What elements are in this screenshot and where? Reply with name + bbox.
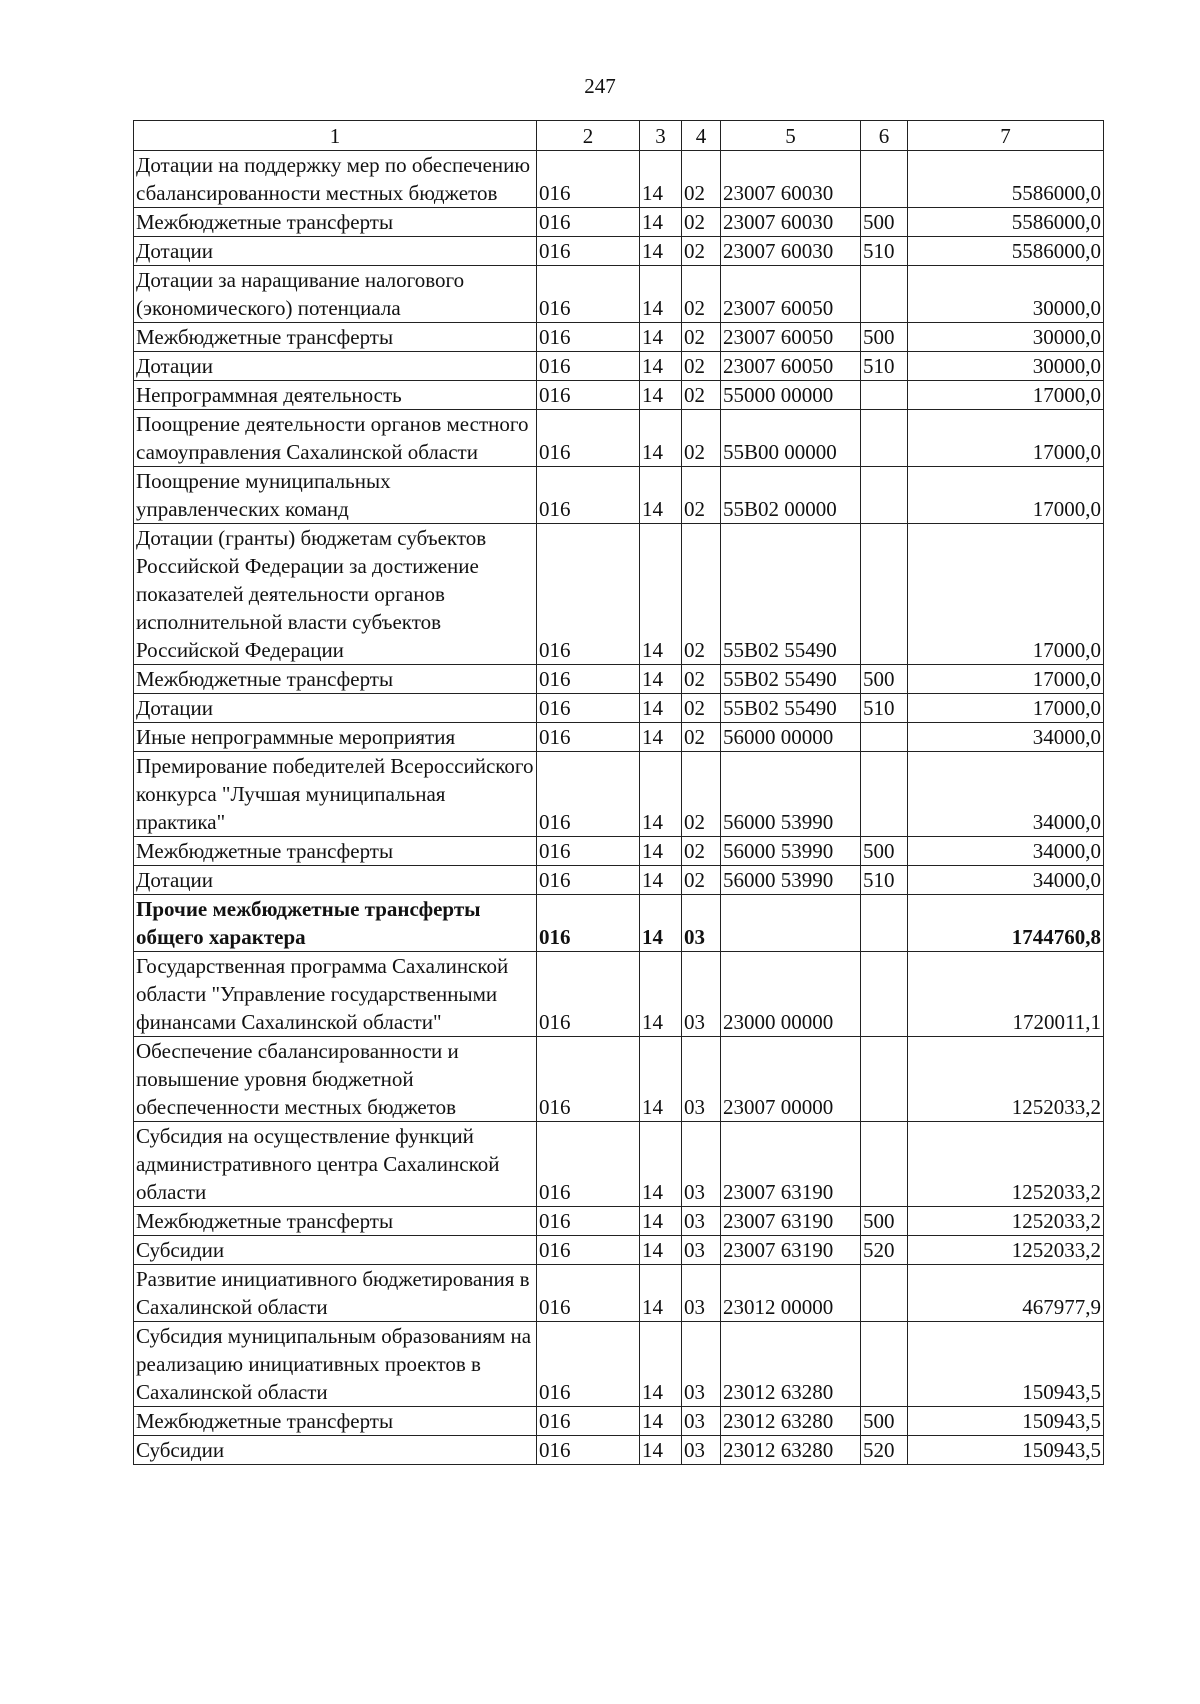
section-cell: 14	[640, 208, 682, 237]
row-name-cell: Межбюджетные трансферты	[134, 208, 537, 237]
section-cell: 14	[640, 1037, 682, 1122]
row-name-cell: Иные непрограммные мероприятия	[134, 723, 537, 752]
expense-type-cell: 510	[861, 866, 908, 895]
table-row	[134, 266, 1104, 323]
amount-cell: 30000,0	[908, 266, 1104, 323]
subsection-cell: 02	[682, 524, 721, 665]
expense-type-cell	[861, 381, 908, 410]
subsection-cell: 02	[682, 866, 721, 895]
amount-cell: 150943,5	[908, 1407, 1104, 1436]
section-cell: 14	[640, 1207, 682, 1236]
table-row	[134, 524, 1104, 665]
amount-cell: 1252033,2	[908, 1037, 1104, 1122]
row-name-cell: Субсидия на осуществление функций административного центра Сахалинской области	[134, 1122, 537, 1207]
target-article-cell: 55В02 55490	[721, 694, 861, 723]
target-article-cell: 23007 60050	[721, 266, 861, 323]
subsection-cell: 02	[682, 237, 721, 266]
section-cell: 14	[640, 665, 682, 694]
ministry-code-cell: 016	[537, 381, 640, 410]
target-article-cell: 55000 00000	[721, 381, 861, 410]
section-cell: 14	[640, 151, 682, 208]
column-header-3: 3	[640, 121, 682, 151]
section-cell: 14	[640, 237, 682, 266]
ministry-code-cell: 016	[537, 237, 640, 266]
ministry-code-cell: 016	[537, 837, 640, 866]
ministry-code-cell: 016	[537, 1207, 640, 1236]
expense-type-cell	[861, 1265, 908, 1322]
expense-type-cell	[861, 1322, 908, 1407]
row-name-cell: Межбюджетные трансферты	[134, 665, 537, 694]
column-header-2: 2	[537, 121, 640, 151]
expense-type-cell: 500	[861, 323, 908, 352]
target-article-cell: 23012 63280	[721, 1322, 861, 1407]
target-article-cell: 56000 53990	[721, 866, 861, 895]
row-name-cell: Межбюджетные трансферты	[134, 323, 537, 352]
ministry-code-cell: 016	[537, 1236, 640, 1265]
page-number: 247	[584, 74, 616, 98]
row-name-cell: Дотации за наращивание налогового (экономического) потенциала	[134, 266, 537, 323]
amount-cell: 17000,0	[908, 467, 1104, 524]
table-row	[134, 323, 1104, 352]
row-name-cell: Дотации на поддержку мер по обеспечению сбалансированности местных бюджетов	[134, 151, 537, 208]
ministry-code-cell: 016	[537, 1322, 640, 1407]
expense-type-cell: 510	[861, 352, 908, 381]
expense-type-cell: 500	[861, 665, 908, 694]
expense-type-cell	[861, 752, 908, 837]
row-name-cell: Субсидия муниципальным образованиям на реализацию инициативных проектов в Сахалинской области	[134, 1322, 537, 1407]
amount-cell: 1744760,8	[908, 895, 1104, 952]
ministry-code-cell: 016	[537, 410, 640, 467]
amount-cell: 34000,0	[908, 866, 1104, 895]
section-cell: 14	[640, 524, 682, 665]
subsection-cell: 03	[682, 952, 721, 1037]
subsection-cell: 02	[682, 665, 721, 694]
table-row	[134, 723, 1104, 752]
subsection-cell: 02	[682, 266, 721, 323]
subsection-cell: 03	[682, 1265, 721, 1322]
expense-type-cell: 500	[861, 1207, 908, 1236]
target-article-cell: 23007 60030	[721, 237, 861, 266]
ministry-code-cell: 016	[537, 866, 640, 895]
subsection-cell: 02	[682, 467, 721, 524]
table-row	[134, 381, 1104, 410]
subsection-cell: 03	[682, 1436, 721, 1465]
section-cell: 14	[640, 1265, 682, 1322]
section-cell: 14	[640, 866, 682, 895]
table-row	[134, 1407, 1104, 1436]
table-row	[134, 1037, 1104, 1122]
target-article-cell: 23007 60030	[721, 151, 861, 208]
target-article-cell: 56000 00000	[721, 723, 861, 752]
subsection-cell: 02	[682, 352, 721, 381]
ministry-code-cell: 016	[537, 352, 640, 381]
ministry-code-cell: 016	[537, 723, 640, 752]
target-article-cell: 23007 63190	[721, 1207, 861, 1236]
table-row	[134, 837, 1104, 866]
section-cell: 14	[640, 952, 682, 1037]
ministry-code-cell: 016	[537, 151, 640, 208]
ministry-code-cell: 016	[537, 1265, 640, 1322]
row-name-cell: Дотации	[134, 352, 537, 381]
budget-table	[133, 120, 1104, 1465]
section-cell: 14	[640, 694, 682, 723]
expense-type-cell: 510	[861, 237, 908, 266]
table-row	[134, 665, 1104, 694]
amount-cell: 5586000,0	[908, 208, 1104, 237]
amount-cell: 1252033,2	[908, 1207, 1104, 1236]
section-cell: 14	[640, 837, 682, 866]
ministry-code-cell: 016	[537, 208, 640, 237]
expense-type-cell: 520	[861, 1236, 908, 1265]
table-row	[134, 467, 1104, 524]
table-row	[134, 1322, 1104, 1407]
ministry-code-cell: 016	[537, 1436, 640, 1465]
ministry-code-cell: 016	[537, 1407, 640, 1436]
subsection-cell: 02	[682, 208, 721, 237]
amount-cell: 34000,0	[908, 752, 1104, 837]
target-article-cell: 23000 00000	[721, 952, 861, 1037]
section-cell: 14	[640, 723, 682, 752]
expense-type-cell	[861, 723, 908, 752]
ministry-code-cell: 016	[537, 1037, 640, 1122]
section-cell: 14	[640, 1322, 682, 1407]
expense-type-cell	[861, 151, 908, 208]
row-name-cell: Межбюджетные трансферты	[134, 837, 537, 866]
ministry-code-cell: 016	[537, 467, 640, 524]
target-article-cell: 56000 53990	[721, 752, 861, 837]
amount-cell: 5586000,0	[908, 237, 1104, 266]
row-name-cell: Межбюджетные трансферты	[134, 1207, 537, 1236]
subsection-cell: 02	[682, 723, 721, 752]
amount-cell: 150943,5	[908, 1322, 1104, 1407]
ministry-code-cell: 016	[537, 665, 640, 694]
section-cell: 14	[640, 895, 682, 952]
subsection-cell: 02	[682, 694, 721, 723]
expense-type-cell	[861, 266, 908, 323]
subsection-cell: 03	[682, 1322, 721, 1407]
row-name-cell: Поощрение муниципальных управленческих команд	[134, 467, 537, 524]
amount-cell: 1252033,2	[908, 1122, 1104, 1207]
section-cell: 14	[640, 1407, 682, 1436]
subsection-cell: 03	[682, 1037, 721, 1122]
subsection-cell: 03	[682, 1407, 721, 1436]
amount-cell: 30000,0	[908, 323, 1104, 352]
table-row	[134, 952, 1104, 1037]
section-cell: 14	[640, 266, 682, 323]
table-row	[134, 1236, 1104, 1265]
row-name-cell: Межбюджетные трансферты	[134, 1407, 537, 1436]
table-row	[134, 1436, 1104, 1465]
expense-type-cell: 510	[861, 694, 908, 723]
expense-type-cell	[861, 1037, 908, 1122]
amount-cell: 34000,0	[908, 723, 1104, 752]
ministry-code-cell: 016	[537, 266, 640, 323]
subsection-cell: 03	[682, 1207, 721, 1236]
table-row	[134, 1122, 1104, 1207]
table-row	[134, 752, 1104, 837]
column-header-7: 7	[908, 121, 1104, 151]
row-name-cell: Дотации	[134, 694, 537, 723]
row-name-cell: Дотации	[134, 237, 537, 266]
target-article-cell: 23007 63190	[721, 1236, 861, 1265]
expense-type-cell: 500	[861, 837, 908, 866]
target-article-cell: 23007 63190	[721, 1122, 861, 1207]
target-article-cell	[721, 895, 861, 952]
table-row	[134, 1265, 1104, 1322]
target-article-cell: 55В02 55490	[721, 665, 861, 694]
target-article-cell: 55В02 55490	[721, 524, 861, 665]
ministry-code-cell: 016	[537, 524, 640, 665]
row-name-cell: Субсидии	[134, 1236, 537, 1265]
ministry-code-cell: 016	[537, 895, 640, 952]
target-article-cell: 23012 63280	[721, 1407, 861, 1436]
expense-type-cell	[861, 895, 908, 952]
expense-type-cell	[861, 524, 908, 665]
section-cell: 14	[640, 752, 682, 837]
expense-type-cell: 520	[861, 1436, 908, 1465]
target-article-cell: 23007 60030	[721, 208, 861, 237]
amount-cell: 1720011,1	[908, 952, 1104, 1037]
amount-cell: 17000,0	[908, 694, 1104, 723]
target-article-cell: 23007 60050	[721, 352, 861, 381]
table-row	[134, 352, 1104, 381]
amount-cell: 5586000,0	[908, 151, 1104, 208]
row-name-cell: Обеспечение сбалансированности и повышение уровня бюджетной обеспеченности местных бюджетов	[134, 1037, 537, 1122]
ministry-code-cell: 016	[537, 1122, 640, 1207]
subsection-cell: 02	[682, 381, 721, 410]
header-row	[134, 121, 1104, 151]
target-article-cell: 56000 53990	[721, 837, 861, 866]
column-header-4: 4	[682, 121, 721, 151]
subsection-cell: 02	[682, 837, 721, 866]
amount-cell: 150943,5	[908, 1436, 1104, 1465]
column-header-6: 6	[861, 121, 908, 151]
column-header-1: 1	[134, 121, 537, 151]
expense-type-cell	[861, 1122, 908, 1207]
row-name-cell: Дотации (гранты) бюджетам субъектов Российской Федерации за достижение показателей деятельности органов исполнительной власти субъектов Российской Федерации	[134, 524, 537, 665]
table-row	[134, 1207, 1104, 1236]
amount-cell: 30000,0	[908, 352, 1104, 381]
row-name-cell: Государственная программа Сахалинской области "Управление государственными финансами Сахалинской области"	[134, 952, 537, 1037]
table-row	[134, 208, 1104, 237]
target-article-cell: 23012 00000	[721, 1265, 861, 1322]
target-article-cell: 23007 60050	[721, 323, 861, 352]
amount-cell: 17000,0	[908, 410, 1104, 467]
row-name-cell: Непрограммная деятельность	[134, 381, 537, 410]
table-row	[134, 410, 1104, 467]
column-header-5: 5	[721, 121, 861, 151]
row-name-cell: Поощрение деятельности органов местного самоуправления Сахалинской области	[134, 410, 537, 467]
section-cell: 14	[640, 1236, 682, 1265]
ministry-code-cell: 016	[537, 323, 640, 352]
row-name-cell: Прочие межбюджетные трансферты общего характера	[134, 895, 537, 952]
amount-cell: 1252033,2	[908, 1236, 1104, 1265]
ministry-code-cell: 016	[537, 752, 640, 837]
ministry-code-cell: 016	[537, 952, 640, 1037]
subsection-cell: 03	[682, 1236, 721, 1265]
table-body	[134, 151, 1104, 1465]
row-name-cell: Премирование победителей Всероссийского конкурса "Лучшая муниципальная практика"	[134, 752, 537, 837]
row-name-cell: Дотации	[134, 866, 537, 895]
section-cell: 14	[640, 381, 682, 410]
row-name-cell: Развитие инициативного бюджетирования в Сахалинской области	[134, 1265, 537, 1322]
table-row	[134, 895, 1104, 952]
expense-type-cell: 500	[861, 208, 908, 237]
amount-cell: 467977,9	[908, 1265, 1104, 1322]
section-cell: 14	[640, 1122, 682, 1207]
table-row	[134, 694, 1104, 723]
target-article-cell: 55В02 00000	[721, 467, 861, 524]
subsection-cell: 02	[682, 323, 721, 352]
subsection-cell: 03	[682, 895, 721, 952]
subsection-cell: 03	[682, 1122, 721, 1207]
amount-cell: 34000,0	[908, 837, 1104, 866]
row-name-cell: Субсидии	[134, 1436, 537, 1465]
section-cell: 14	[640, 323, 682, 352]
section-cell: 14	[640, 1436, 682, 1465]
target-article-cell: 23007 00000	[721, 1037, 861, 1122]
subsection-cell: 02	[682, 752, 721, 837]
expense-type-cell	[861, 467, 908, 524]
target-article-cell: 23012 63280	[721, 1436, 861, 1465]
ministry-code-cell: 016	[537, 694, 640, 723]
expense-type-cell: 500	[861, 1407, 908, 1436]
table-row	[134, 866, 1104, 895]
expense-type-cell	[861, 952, 908, 1037]
section-cell: 14	[640, 410, 682, 467]
section-cell: 14	[640, 467, 682, 524]
amount-cell: 17000,0	[908, 524, 1104, 665]
target-article-cell: 55В00 00000	[721, 410, 861, 467]
table-row	[134, 151, 1104, 208]
expense-type-cell	[861, 410, 908, 467]
section-cell: 14	[640, 352, 682, 381]
amount-cell: 17000,0	[908, 381, 1104, 410]
amount-cell: 17000,0	[908, 665, 1104, 694]
table-row	[134, 237, 1104, 266]
subsection-cell: 02	[682, 151, 721, 208]
subsection-cell: 02	[682, 410, 721, 467]
